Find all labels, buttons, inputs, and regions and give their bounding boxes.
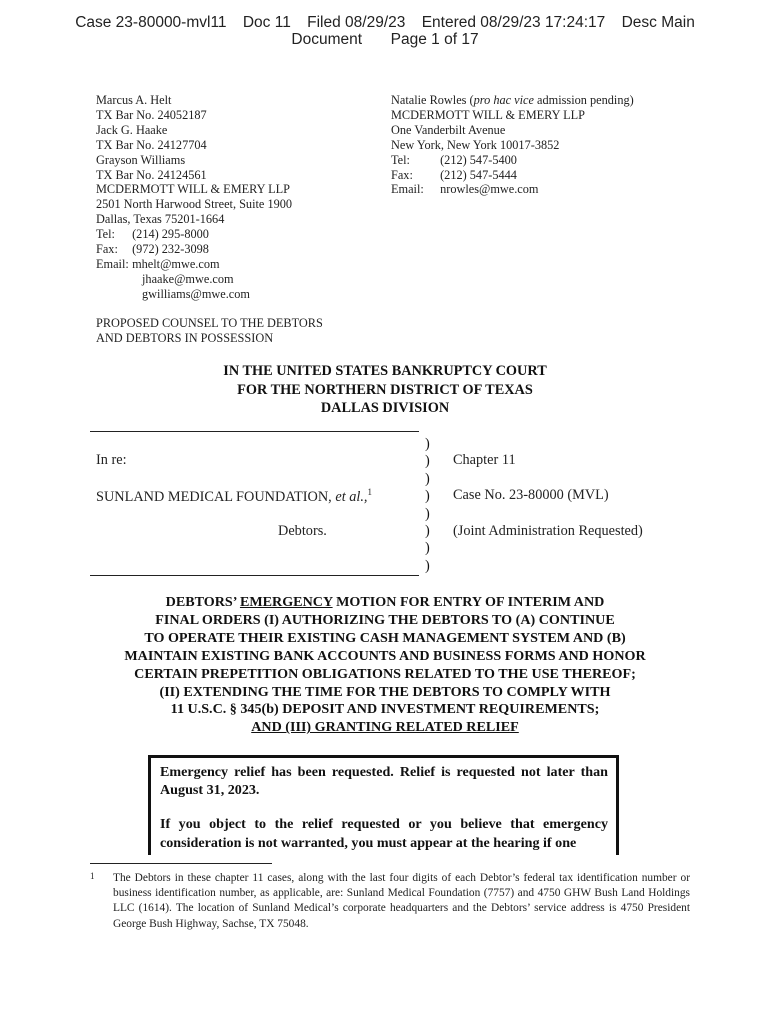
paren: )	[425, 453, 430, 470]
email-label: Email:	[96, 256, 129, 271]
joint-admin-label: (Joint Administration Requested)	[453, 523, 643, 539]
email-label: Email:	[391, 182, 424, 197]
notice-paragraph-1: Emergency relief has been requested. Relief is requested not later than August 31, 2023.	[160, 764, 608, 799]
tel-label: Tel:	[96, 227, 115, 242]
title-line: (II) EXTENDING THE TIME FOR THE DEBTORS TO COMPLY WITH	[159, 683, 611, 700]
notice-paragraph-2: If you object to the relief requested or you believe that emergency consideration is not warranted, you must appear at the hearing if one	[160, 816, 608, 851]
case-number-label: Case No. 23-80000 (MVL)	[453, 487, 609, 503]
firm-name: MCDERMOTT WILL & EMERY LLP	[391, 107, 586, 122]
tel-value: (214) 295-8000	[132, 227, 209, 242]
title-line	[0, 594, 770, 612]
fax-label: Fax:	[391, 167, 413, 182]
title-post: MOTION FOR ENTRY OF INTERIM AND	[336, 594, 605, 610]
motion-title	[0, 594, 770, 737]
fax-row	[96, 242, 323, 257]
paren: )	[425, 523, 430, 540]
paren: )	[425, 470, 430, 487]
debtors-label: Debtors.	[278, 523, 327, 539]
title-emergency: EMERGENCY	[239, 594, 333, 610]
paren: )	[425, 540, 430, 557]
fax-value: (212) 547-5444	[440, 167, 517, 182]
title-line: 11 U.S.C. § 345(b) DEPOSIT AND INVESTMENT REQUIREMENTS;	[170, 701, 600, 718]
footnote-rule	[90, 863, 272, 864]
fax-label: Fax:	[96, 242, 118, 257]
right-counsel-block	[391, 93, 634, 197]
case-number: Case 23-80000-mvl11	[75, 14, 227, 31]
court-line: IN THE UNITED STATES BANKRUPTCY COURT	[223, 363, 547, 379]
paren: )	[425, 505, 430, 522]
fax-row	[391, 168, 634, 183]
counsel-name: Natalie Rowles	[391, 93, 467, 107]
tel-row	[96, 227, 323, 242]
counsel-line: Grayson Williams	[96, 152, 186, 167]
phv-suffix: admission pending)	[537, 93, 634, 107]
counsel-line: Marcus A. Helt	[96, 93, 172, 107]
title-pre: DEBTORS’	[165, 594, 237, 610]
party-name: SUNLAND MEDICAL FOUNDATION,	[96, 488, 332, 505]
document-label: Document	[291, 31, 363, 48]
caption-top-rule	[90, 431, 419, 432]
caption-bottom-rule	[90, 575, 419, 576]
tel-label: Tel:	[391, 152, 410, 167]
court-line: FOR THE NORTHERN DISTRICT OF TEXAS	[237, 381, 533, 398]
title-line: CERTAIN PREPETITION OBLIGATIONS RELATED TO THE USE THEREOF;	[134, 665, 636, 682]
email-value: mhelt@mwe.com	[132, 256, 220, 271]
counsel-name-line: Natalie Rowles (pro hac vice admission pending)	[391, 93, 634, 107]
chapter-label: Chapter 11	[453, 452, 516, 468]
email-row	[96, 257, 323, 272]
tel-value: (212) 547-5400	[440, 152, 517, 167]
doc-number: Doc 11	[242, 14, 291, 31]
street-address: One Vanderbilt Avenue	[391, 122, 506, 137]
paren: )	[425, 436, 430, 452]
fax-value: (972) 232-3098	[132, 242, 209, 257]
footnote-text: The Debtors in these chapter 11 cases, along with the last four digits of each Debtor’s federal tax identification number or business identification number, as applicable, are: Sunland Medical Foundation (7757) and 4750 GHW Bush Land Holdings LLC (1614). The location of Sunland Medical’s corporate headquarters and the Debtors’ service address is 4750 President George Bush Highway, Sachse, TX 75048.	[113, 872, 690, 930]
tel-row	[391, 153, 634, 168]
counsel-line: TX Bar No. 24052187	[96, 107, 207, 122]
court-line: DALLAS DIVISION	[320, 400, 450, 416]
counsel-line: Dallas, Texas 75201-1664	[96, 212, 225, 227]
paren: )	[425, 557, 430, 574]
entered-date: Entered 08/29/23 17:24:17	[421, 14, 606, 31]
ecf-header-line-2	[0, 31, 770, 48]
title-line: FINAL ORDERS (I) AUTHORIZING THE DEBTORS TO (A) CONTINUE	[155, 611, 615, 628]
title-line: MAINTAIN EXISTING BANK ACCOUNTS AND BUSINESS FORMS AND HONOR	[124, 647, 646, 664]
et-al: et al.,	[335, 488, 368, 505]
title-line-last: AND (III) GRANTING RELATED RELIEF	[251, 719, 519, 736]
email-value: gwilliams@mwe.com	[142, 286, 250, 301]
city-address: New York, New York 10017-3852	[391, 137, 560, 152]
paren: )	[425, 488, 430, 505]
ecf-header-line-1	[0, 14, 770, 31]
email-row	[391, 182, 634, 197]
email-value: jhaake@mwe.com	[142, 271, 234, 286]
page-indicator: Page 1 of 17	[390, 31, 479, 48]
footnote	[90, 871, 690, 932]
ecf-header	[0, 14, 770, 48]
email-value: nrowles@mwe.com	[440, 182, 539, 197]
counsel-line: MCDERMOTT WILL & EMERY LLP	[96, 182, 291, 197]
footnote-mark: 1	[367, 487, 373, 497]
desc-label: Desc Main	[621, 14, 695, 31]
left-counsel-block	[96, 93, 323, 346]
counsel-line: 2501 North Harwood Street, Suite 1900	[96, 197, 293, 212]
title-line: TO OPERATE THEIR EXISTING CASH MANAGEMENT SYSTEM AND (B)	[144, 629, 626, 646]
counsel-line: TX Bar No. 24127704	[96, 137, 207, 152]
proposed-counsel-line: AND DEBTORS IN POSSESSION	[96, 330, 274, 345]
counsel-line: Jack G. Haake	[96, 122, 168, 137]
counsel-line: TX Bar No. 24124561	[96, 167, 207, 182]
footnote-number: 1	[90, 871, 95, 881]
caption-parens	[425, 436, 430, 575]
court-heading	[0, 362, 770, 418]
proposed-counsel-line: PROPOSED COUNSEL TO THE DEBTORS	[96, 315, 323, 330]
filed-date: Filed 08/29/23	[307, 14, 406, 31]
emergency-notice-box	[148, 755, 619, 855]
pro-hac-vice: pro hac vice	[473, 93, 534, 107]
in-re-label: In re:	[96, 452, 127, 468]
debtor-party	[96, 487, 372, 506]
